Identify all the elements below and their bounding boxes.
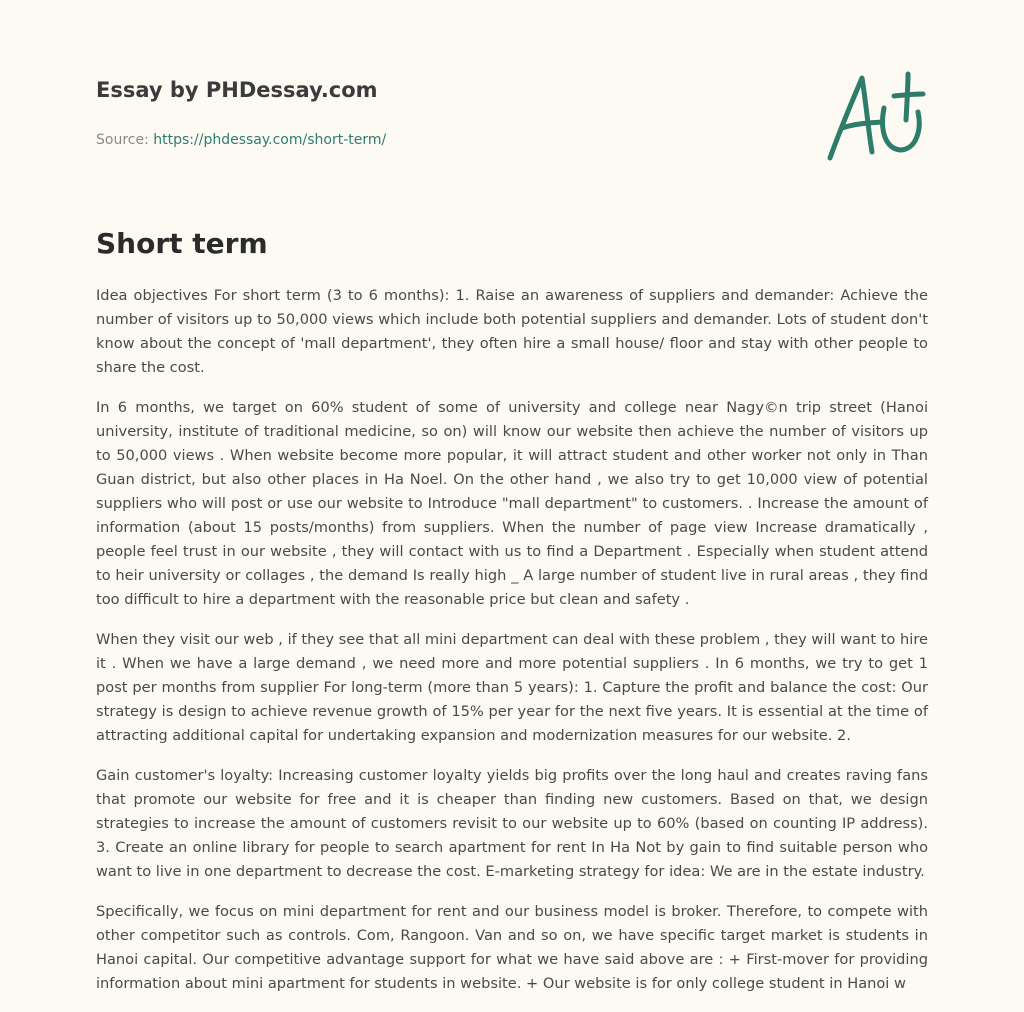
essay-paragraph: When they visit our web , if they see that all mini department can deal with these problem , they will want to hire it . When we have a large demand , we need more and more potential suppliers . In 6 months, we try to get 1 post per months from supplier For long-term (more than 5 years): 1. Capture the profit and balance the cost: Our strategy is design to achieve revenue growth of 15% per year for the next five years. It is essential at the time of attracting additional capital for undertaking expansion and modernization measures for our website. 2. xyxy=(96,631,928,744)
source-link[interactable]: https://phdessay.com/short-term/ xyxy=(153,132,387,148)
site-brand: Essay by PHDessay.com xyxy=(96,78,378,102)
a-plus-logo-icon xyxy=(822,68,928,164)
essay-paragraph: Gain customer's loyalty: Increasing customer loyalty yields big profits over the long haul and creates raving fans that promote our website for free and it is cheaper than finding new customers. Based on that, we design strategies to increase the amount of customers revisit to our website up to 60% (based on counting IP address). 3. Create an online library for people to search apartment for rent In Ha Not by gain to find suitable person who want to live in one department to decrease the cost. E-marketing strategy for idea: We are in the estate industry. xyxy=(96,767,928,880)
essay-paragraph: In 6 months, we target on 60% student of some of university and college near Nagy©n trip street (Hanoi university, institute of traditional medicine, so on) will know our website then achieve the number of visitors up to 50,000 views . When website become more popular, it will attract student and other worker not only in Than Guan district, but also other places in Ha Noel. On the other hand , we also try to get 10,000 view of potential suppliers who will post or use our website to Introduce "mall department" to customers. . Increase the amount of information (about 15 posts/months) from suppliers. When the number of page view Increase dramatically , people feel trust in our website , they will contact with us to find a Department . Especially when student attend to heir university or collages , the demand Is really high _ A large number of student live in rural areas , they find too difficult to hire a department with the reasonable price but clean and safety . xyxy=(96,399,928,608)
essay-body xyxy=(96,284,928,1012)
source-label: Source: xyxy=(96,132,149,148)
essay-paragraph: Idea objectives For short term (3 to 6 months): 1. Raise an awareness of suppliers and demander: Achieve the number of visitors up to 50,000 views which include both potential suppliers and demander. Lots of student don't know about the concept of 'mall department', they often hire a small house/ floor and stay with other people to share the cost. xyxy=(96,287,928,376)
essay-title: Short term xyxy=(96,227,268,260)
source-line xyxy=(96,131,928,149)
essay-paragraph: Specifically, we focus on mini department for rent and our business model is broker. Therefore, to compete with other competitor such as controls. Com, Rangoon. Van and so on, we have specific target market is students in Hanoi capital. Our competitive advantage support for what we have said above are : + First-mover for providing information about mini apartment for students in website. + Our website is for only college student in Hanoi w xyxy=(96,903,928,992)
page-header xyxy=(96,76,928,149)
